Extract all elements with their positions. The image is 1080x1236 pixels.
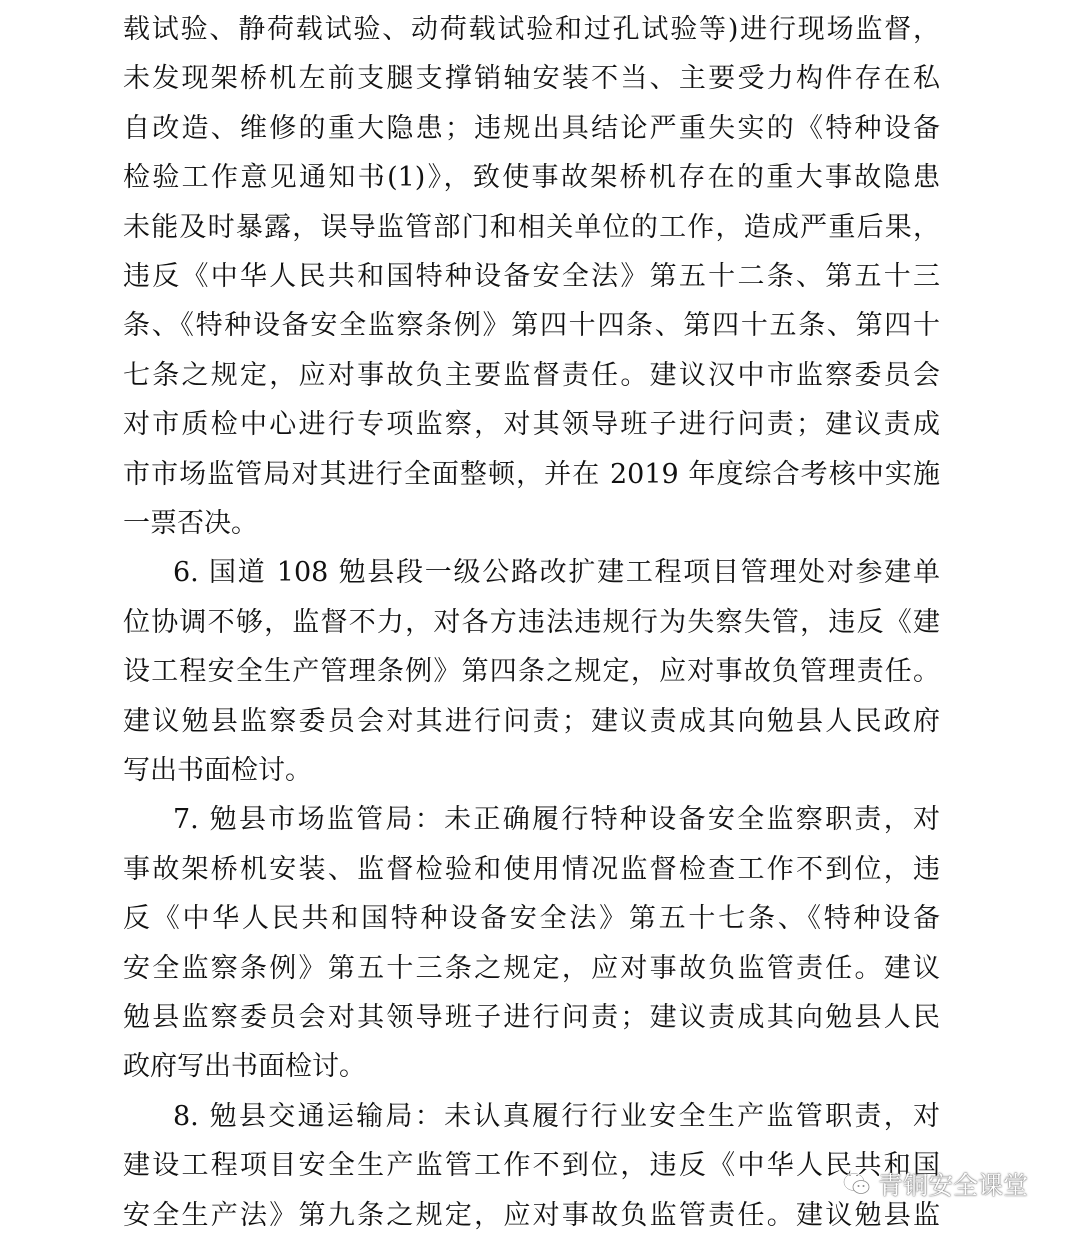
- text-line: 建议勉县监察委员会对其进行问责；建议责成其向勉县人民政府: [123, 706, 940, 737]
- text-line: 条、《特种设备安全监察条例》第四十四条、第四十五条、第四十: [123, 310, 940, 341]
- watermark-text: 青铜安全课堂: [878, 1171, 1029, 1200]
- wechat-icon: [842, 1171, 872, 1197]
- text-line: 市市场监管局对其进行全面整顿，并在 2019 年度综合考核中实施: [123, 459, 940, 490]
- text-line: 七条之规定，应对事故负主要监督责任。建议汉中市监察委员会: [123, 360, 940, 391]
- item-7-heading-line: 7. 勉县市场监管局：未正确履行特种设备安全监察职责，对: [173, 804, 940, 835]
- text-line: 政府写出书面检讨。: [123, 1051, 366, 1082]
- text-line: 载试验、静荷载试验、动荷载试验和过孔试验等)进行现场监督，: [123, 14, 940, 45]
- text-line: 对市质检中心进行专项监察，对其领导班子进行问责；建议责成: [123, 409, 940, 440]
- text-line: 自改造、维修的重大隐患；违规出具结论严重失实的《特种设备: [123, 113, 940, 144]
- text-line: 违反《中华人民共和国特种设备安全法》第五十二条、第五十三: [123, 261, 940, 292]
- watermark: [842, 1166, 1028, 1202]
- text-line: 设工程安全生产管理条例》第四条之规定，应对事故负管理责任。: [123, 656, 940, 687]
- text-line: 一票否决。: [123, 508, 258, 539]
- item-6-heading-line: 6. 国道 108 勉县段一级公路改扩建工程项目管理处对参建单: [173, 557, 940, 588]
- text-line: 事故架桥机安装、监督检验和使用情况监督检查工作不到位，违: [123, 854, 940, 885]
- text-line: 位协调不够，监督不力，对各方违法违规行为失察失管，违反《建: [123, 607, 940, 638]
- text-line: 未发现架桥机左前支腿支撑销轴安装不当、主要受力构件存在私: [123, 63, 940, 94]
- text-line: 写出书面检讨。: [123, 755, 312, 786]
- text-line: 安全生产法》第九条之规定，应对事故负监管责任。建议勉县监: [123, 1200, 940, 1231]
- text-line: 勉县监察委员会对其领导班子进行问责；建议责成其向勉县人民: [123, 1002, 940, 1033]
- text-line: 反《中华人民共和国特种设备安全法》第五十七条、《特种设备: [123, 903, 940, 934]
- text-line: 建设工程项目安全生产监管工作不到位，违反《中华人民共和国: [123, 1150, 940, 1181]
- text-line: 检验工作意见通知书(1)》，致使事故架桥机存在的重大事故隐患: [123, 162, 940, 193]
- text-line: 安全监察条例》第五十三条之规定，应对事故负监管责任。建议: [123, 953, 940, 984]
- item-8-heading-line: 8. 勉县交通运输局：未认真履行行业安全生产监管职责，对: [173, 1101, 940, 1132]
- text-line: 未能及时暴露，误导监管部门和相关单位的工作，造成严重后果，: [123, 212, 940, 243]
